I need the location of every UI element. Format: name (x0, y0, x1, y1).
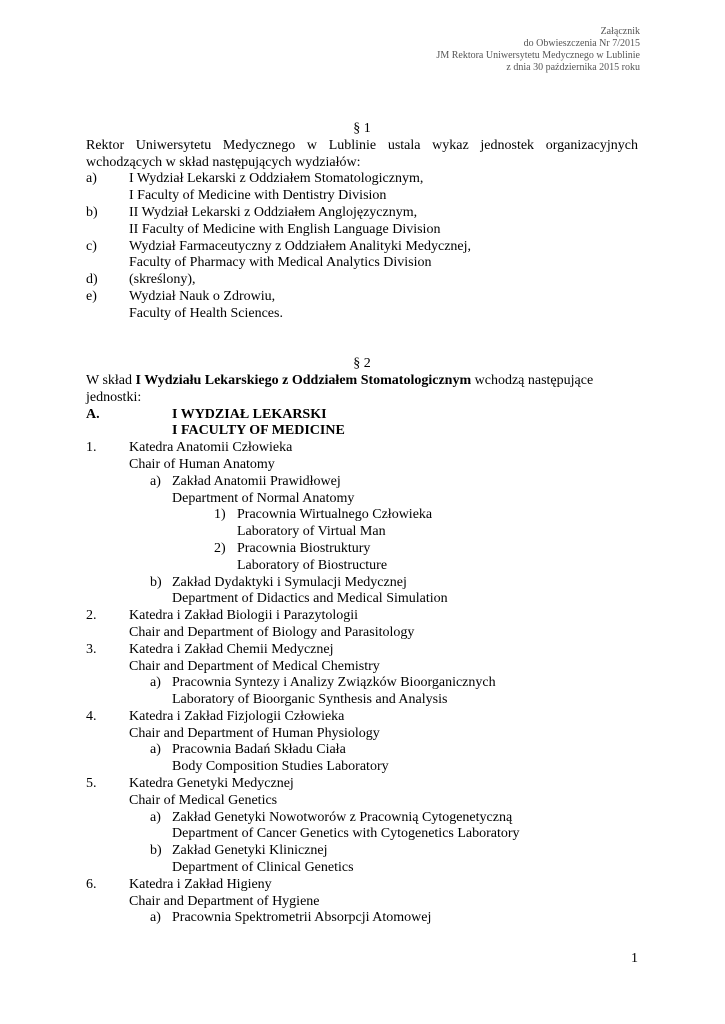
unit-name-en: Chair and Department of Biology and Parasitology (129, 624, 415, 640)
part-label: A. (86, 406, 100, 422)
unit-number: 2. (86, 608, 97, 624)
lab-item (86, 507, 638, 524)
lab-name-en: Laboratory of Biostructure (237, 557, 388, 573)
unit-item (86, 608, 638, 625)
faculty-item-pl: I Wydział Lekarski z Oddziałem Stomatologicznym, (129, 171, 424, 187)
unit-name-en: Chair of Medical Genetics (129, 792, 278, 808)
part-a-heading (86, 407, 638, 424)
unit-number: 3. (86, 641, 97, 657)
subunit-item (86, 910, 638, 927)
subunit-label: a) (150, 675, 161, 691)
section-1-intro-line2: wchodzących w skład następujących wydziałów: (86, 154, 361, 170)
document-body (86, 121, 638, 927)
faculty-item-label: c) (86, 238, 97, 254)
unit-number: 6. (86, 876, 97, 892)
faculty-item-label: d) (86, 272, 98, 288)
subunit-item (86, 742, 638, 759)
unit-item (86, 877, 638, 894)
faculty-item-pl: II Wydział Lekarski z Oddziałem Anglojęzycznym, (129, 204, 418, 220)
unit-name-pl: Katedra i Zakład Biologii i Parazytologii (129, 608, 358, 624)
subunit-name-en: Department of Clinical Genetics (172, 860, 354, 876)
unit-name-pl: Katedra Anatomii Człowieka (129, 440, 293, 456)
subunit-name-pl: Zakład Genetyki Klinicznej (172, 843, 328, 859)
subunit-item (86, 575, 638, 592)
subunit-name-en: Body Composition Studies Laboratory (172, 759, 389, 775)
section-1-heading: § 1 (353, 121, 371, 136)
unit-item (86, 776, 638, 793)
subunit-name-pl: Zakład Genetyki Nowotworów z Pracownią Cytogenetyczną (172, 809, 513, 825)
subunit-name-pl: Pracownia Spektrometrii Absorpcji Atomowej (172, 910, 432, 926)
section-1-intro-line1: Rektor Uniwersytetu Medycznego w Lublinie ustala wykaz jednostek organizacyjnych (86, 137, 638, 153)
faculty-item-en: Faculty of Health Sciences. (129, 305, 283, 321)
unit-name-pl: Katedra i Zakład Higieny (129, 876, 272, 892)
subunit-item (86, 675, 638, 692)
lab-label: 2) (214, 540, 226, 556)
part-title-en: I FACULTY OF MEDICINE (172, 423, 345, 439)
unit-number: 4. (86, 708, 97, 724)
subunit-item (86, 474, 638, 491)
unit-item (86, 642, 638, 659)
annex-announcement: do Obwieszczenia Nr 7/2015 (523, 38, 640, 49)
subunit-name-pl: Pracownia Syntezy i Analizy Związków Bioorganicznych (172, 675, 496, 691)
subunit-name-en: Laboratory of Bioorganic Synthesis and Analysis (172, 692, 448, 708)
subunit-label: b) (150, 574, 162, 590)
faculty-item (86, 171, 638, 188)
faculty-item (86, 205, 638, 222)
faculty-item-pl: Wydział Nauk o Zdrowiu, (129, 288, 276, 304)
faculty-item-label: a) (86, 171, 97, 187)
unit-name-pl: Katedra i Zakład Fizjologii Człowieka (129, 708, 345, 724)
subunit-name-en: Department of Normal Anatomy (172, 490, 355, 506)
subunit-label: b) (150, 843, 162, 859)
unit-number: 5. (86, 776, 97, 792)
subunit-name-pl: Zakład Anatomii Prawidłowej (172, 473, 341, 489)
subunit-label: a) (150, 742, 161, 758)
faculty-item-pl: Wydział Farmaceutyczny z Oddziałem Analityki Medycznej, (129, 238, 472, 254)
lab-item (86, 541, 638, 558)
unit-item (86, 440, 638, 457)
faculty-item-en: Faculty of Pharmacy with Medical Analytics Division (129, 255, 432, 271)
subunit-name-pl: Zakład Dydaktyki i Symulacji Medycznej (172, 574, 407, 590)
faculty-item (86, 272, 638, 289)
faculty-item-pl: (skreślony), (129, 272, 196, 288)
annex-title: Załącznik (600, 26, 640, 37)
subunit-name-en: Department of Didactics and Medical Simulation (172, 591, 448, 607)
subunit-item (86, 810, 638, 827)
unit-name-en: Chair and Department of Human Physiology (129, 725, 380, 741)
subunit-item (86, 843, 638, 860)
lab-name-pl: Pracownia Biostruktury (237, 540, 371, 556)
unit-number: 1. (86, 440, 97, 456)
subunit-label: a) (150, 809, 161, 825)
faculty-item (86, 239, 638, 256)
unit-name-pl: Katedra Genetyki Medycznej (129, 776, 294, 792)
faculty-item-en: II Faculty of Medicine with English Language Division (129, 221, 441, 237)
annex-date: z dnia 30 października 2015 roku (506, 62, 640, 73)
faculty-name-bold: I Wydziału Lekarskiego z Oddziałem Stomatologicznym (135, 372, 472, 388)
unit-name-en: Chair and Department of Hygiene (129, 893, 320, 909)
lab-name-en: Laboratory of Virtual Man (237, 524, 386, 540)
section-2-intro-line2: jednostki: (86, 389, 142, 405)
unit-name-pl: Katedra i Zakład Chemii Medycznej (129, 641, 334, 657)
subunit-label: a) (150, 473, 161, 489)
part-title-pl: I WYDZIAŁ LEKARSKI (172, 406, 327, 422)
lab-name-pl: Pracownia Wirtualnego Człowieka (237, 507, 433, 523)
unit-name-en: Chair of Human Anatomy (129, 456, 275, 472)
section-2-intro-line1: W skład I Wydziału Lekarskiego z Oddziałem Stomatologicznym wchodzą następujące (86, 372, 594, 388)
page-number: 1 (631, 951, 638, 966)
subunit-name-pl: Pracownia Badań Składu Ciała (172, 742, 346, 758)
annex-issuer: JM Rektora Uniwersytetu Medycznego w Lublinie (436, 50, 640, 61)
lab-label: 1) (214, 507, 226, 523)
subunit-label: a) (150, 910, 161, 926)
faculty-item-en: I Faculty of Medicine with Dentistry Division (129, 188, 387, 204)
faculty-item-label: b) (86, 204, 98, 220)
unit-name-en: Chair and Department of Medical Chemistry (129, 658, 380, 674)
annex-header (436, 26, 640, 74)
subunit-name-en: Department of Cancer Genetics with Cytogenetics Laboratory (172, 826, 520, 842)
section-2-heading: § 2 (353, 356, 371, 372)
unit-item (86, 709, 638, 726)
faculty-item (86, 289, 638, 306)
faculty-item-label: e) (86, 288, 97, 304)
